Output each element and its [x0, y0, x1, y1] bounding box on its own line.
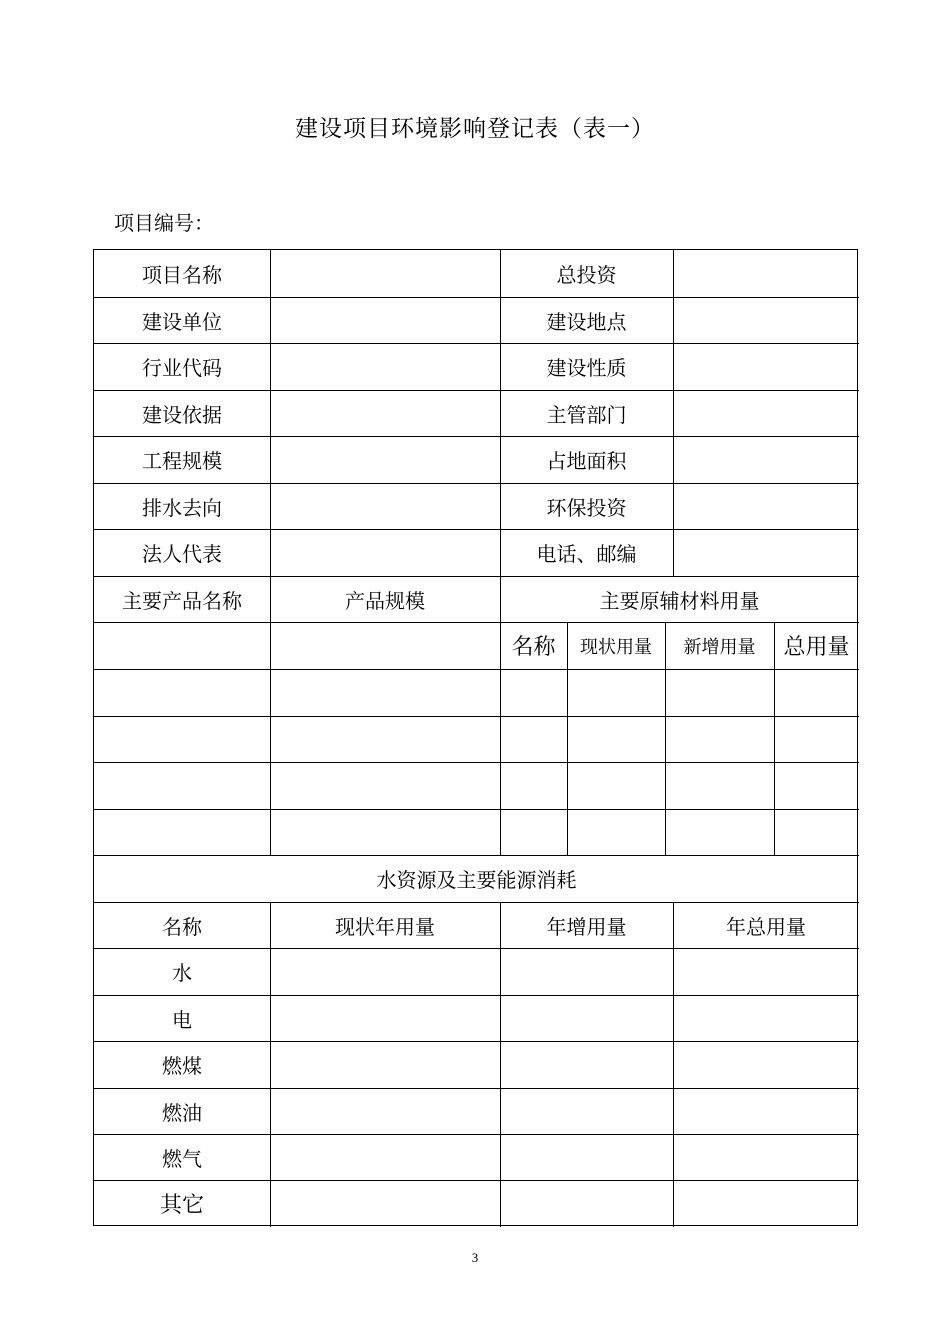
registration-form-table: [93, 249, 858, 1226]
info-label: 法人代表: [142, 542, 222, 566]
product-row-field[interactable]: [500, 809, 567, 855]
product-row-field[interactable]: [774, 669, 859, 716]
info-label: 电话、邮编: [536, 542, 637, 566]
resource-name: 燃气: [162, 1146, 202, 1171]
resource-total-field[interactable]: [673, 1088, 859, 1134]
page-title: 建设项目环境影响登记表（表一）: [295, 116, 655, 142]
info-label: 建设单位: [142, 309, 222, 334]
products-header-scale: 产品规模: [345, 588, 425, 613]
info-label: 主管部门: [546, 402, 627, 427]
resource-name: 水: [172, 961, 192, 985]
product-row-field[interactable]: [774, 809, 859, 855]
project-number-label: 项目编号：: [114, 211, 214, 235]
info-value-field[interactable]: [270, 436, 500, 483]
product-row-field[interactable]: [270, 809, 500, 855]
info-label: 占地面积: [546, 449, 627, 473]
resources-section-header: 水资源及主要能源消耗: [376, 868, 577, 892]
resource-current-field[interactable]: [270, 995, 500, 1041]
resources-header-increase: 年增用量: [546, 914, 627, 939]
info-label: 项目名称: [142, 263, 222, 287]
product-row-field[interactable]: [500, 669, 567, 716]
materials-subheader-new: 新增用量: [683, 636, 756, 658]
product-name-field[interactable]: [94, 622, 270, 669]
product-row-field[interactable]: [270, 716, 500, 762]
resources-header-name: 名称: [162, 914, 202, 939]
product-row-field[interactable]: [500, 762, 567, 809]
info-label: 建设依据: [142, 402, 222, 427]
info-value-field[interactable]: [673, 297, 859, 343]
product-row-field[interactable]: [665, 809, 774, 855]
info-value-field[interactable]: [270, 343, 500, 390]
info-value-field[interactable]: [673, 343, 859, 390]
resource-total-field[interactable]: [673, 1180, 859, 1227]
product-row-field[interactable]: [94, 669, 270, 716]
resources-header-total: 年总用量: [726, 914, 806, 939]
info-value-field[interactable]: [673, 529, 859, 576]
product-row-field[interactable]: [270, 762, 500, 809]
info-label: 行业代码: [142, 356, 222, 380]
materials-header: 主要原辅材料用量: [599, 588, 760, 613]
materials-subheader-name: 名称: [511, 635, 556, 660]
info-value-field[interactable]: [673, 250, 859, 297]
page-number: 3: [471, 1250, 479, 1265]
product-row-field[interactable]: [665, 716, 774, 762]
info-label: 排水去向: [142, 495, 222, 520]
product-row-field[interactable]: [567, 809, 665, 855]
product-row-field[interactable]: [270, 669, 500, 716]
info-label: 环保投资: [546, 495, 627, 520]
resource-name: 其它: [159, 1193, 204, 1218]
resource-total-field[interactable]: [673, 995, 859, 1041]
resources-header-current: 现状年用量: [335, 914, 435, 939]
info-label: 工程规模: [142, 449, 222, 473]
resource-increase-field[interactable]: [500, 1088, 673, 1134]
resource-name: 电: [172, 1007, 192, 1032]
resource-total-field[interactable]: [673, 948, 859, 995]
info-value-field[interactable]: [673, 483, 859, 529]
product-row-field[interactable]: [774, 716, 859, 762]
product-row-field[interactable]: [567, 716, 665, 762]
resource-current-field[interactable]: [270, 948, 500, 995]
materials-subheader-current: 现状用量: [580, 636, 652, 658]
product-scale-field[interactable]: [270, 622, 500, 669]
resource-increase-field[interactable]: [500, 1041, 673, 1088]
resource-current-field[interactable]: [270, 1134, 500, 1180]
resource-current-field[interactable]: [270, 1041, 500, 1088]
resource-increase-field[interactable]: [500, 1180, 673, 1227]
product-row-field[interactable]: [567, 762, 665, 809]
resource-increase-field[interactable]: [500, 995, 673, 1041]
product-row-field[interactable]: [94, 809, 270, 855]
resource-name: 燃油: [162, 1100, 202, 1125]
info-value-field[interactable]: [673, 390, 859, 436]
resource-total-field[interactable]: [673, 1134, 859, 1180]
resource-current-field[interactable]: [270, 1180, 500, 1227]
product-row-field[interactable]: [500, 716, 567, 762]
product-row-field[interactable]: [94, 716, 270, 762]
resource-total-field[interactable]: [673, 1041, 859, 1088]
product-row-field[interactable]: [665, 762, 774, 809]
materials-subheader-total: 总用量: [783, 635, 850, 660]
info-label: 总投资: [556, 263, 617, 287]
resource-increase-field[interactable]: [500, 1134, 673, 1180]
info-label: 建设性质: [546, 356, 627, 380]
resource-current-field[interactable]: [270, 1088, 500, 1134]
products-header-name: 主要产品名称: [122, 588, 242, 613]
info-value-field[interactable]: [673, 436, 859, 483]
info-value-field[interactable]: [270, 483, 500, 529]
resource-name: 燃煤: [162, 1054, 202, 1078]
info-label: 建设地点: [546, 309, 627, 334]
info-value-field[interactable]: [270, 250, 500, 297]
info-value-field[interactable]: [270, 297, 500, 343]
product-row-field[interactable]: [567, 669, 665, 716]
info-value-field[interactable]: [270, 390, 500, 436]
product-row-field[interactable]: [94, 762, 270, 809]
product-row-field[interactable]: [774, 762, 859, 809]
resource-increase-field[interactable]: [500, 948, 673, 995]
info-value-field[interactable]: [270, 529, 500, 576]
product-row-field[interactable]: [665, 669, 774, 716]
